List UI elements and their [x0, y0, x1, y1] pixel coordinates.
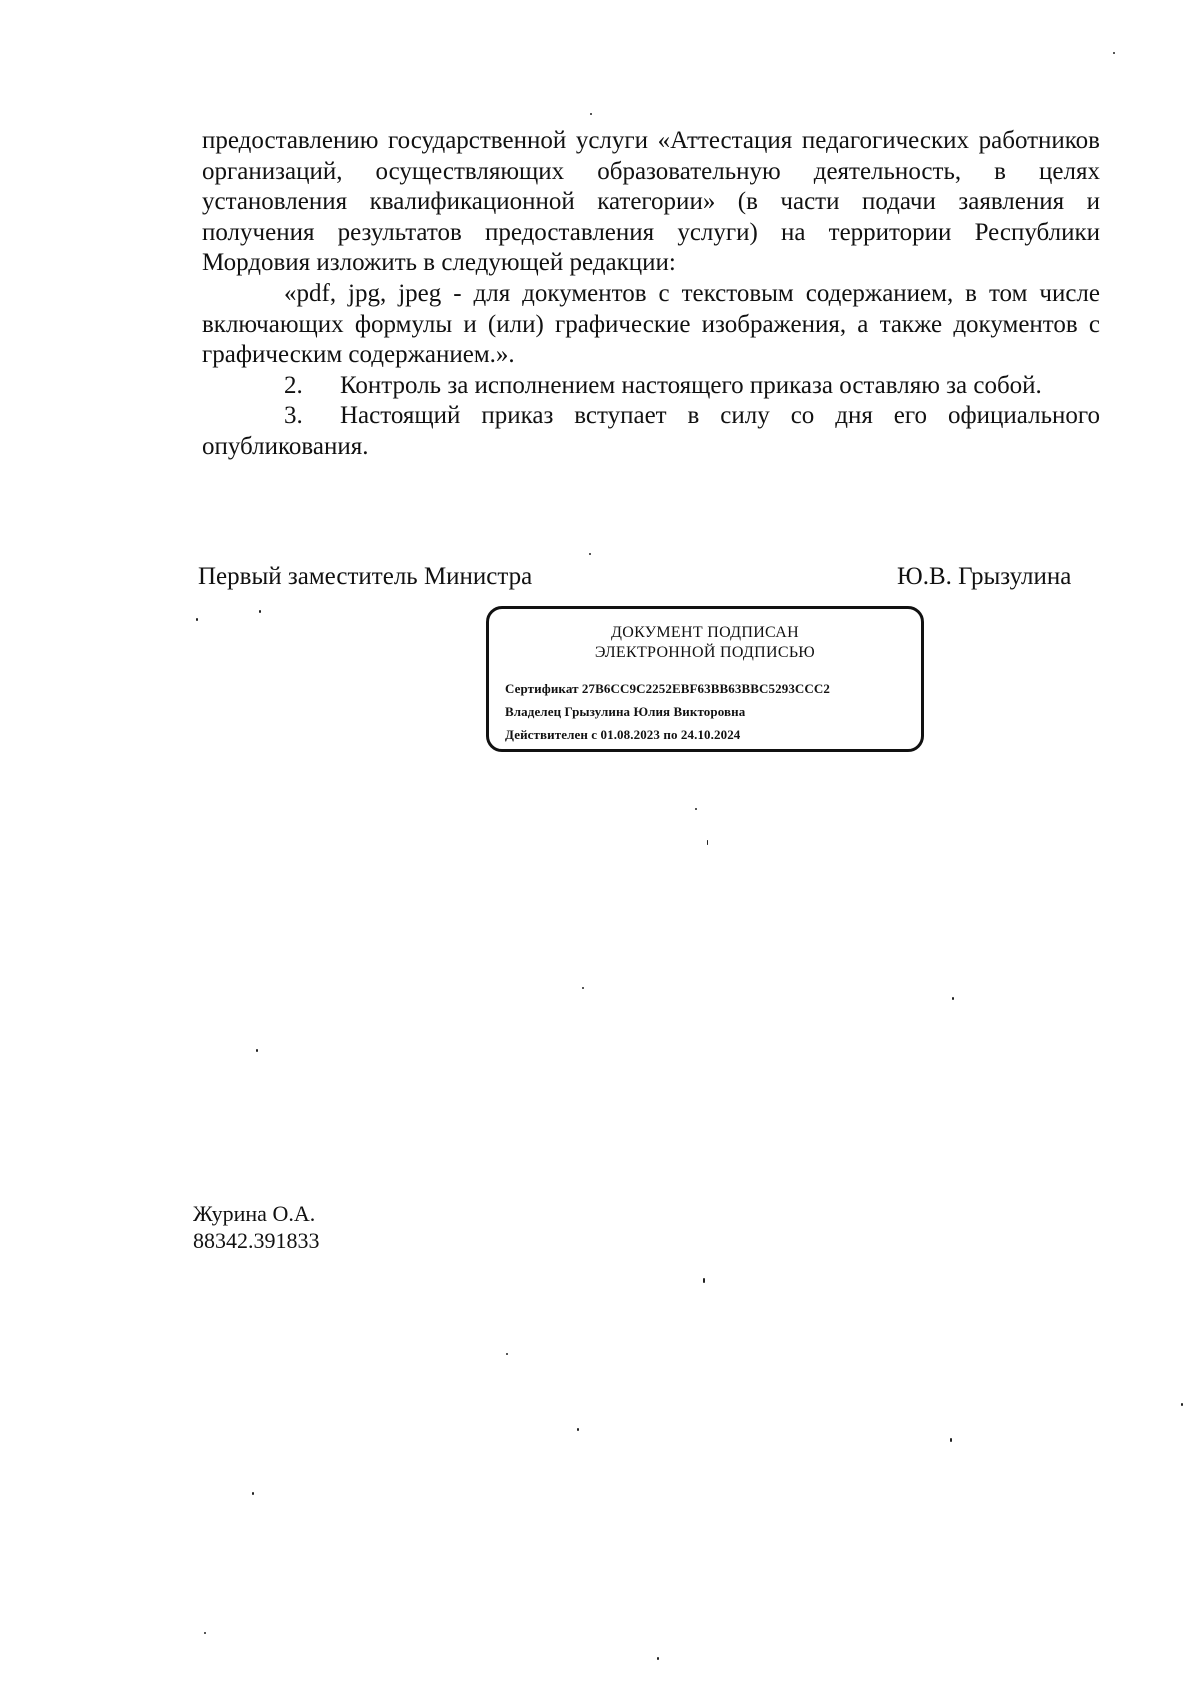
executor-name: Журина О.А. [193, 1201, 316, 1226]
stamp-owner: Владелец Грызулина Юлия Викторовна [505, 704, 746, 719]
signatory-name: Ю.В. Грызулина [897, 563, 1072, 590]
scan-speck [952, 997, 954, 1000]
scan-speck [204, 1632, 206, 1634]
stamp-title [489, 623, 921, 663]
scan-speck [1113, 52, 1115, 54]
paragraph-file-formats: «pdf, jpg, jpeg - для документов с текстовым содержанием, в том числе включающих формулы и (или) графические изображения, а также документов с графическим содержанием.». [202, 280, 1100, 368]
scan-speck [582, 987, 584, 989]
scan-speck [707, 840, 708, 845]
scan-speck [259, 610, 261, 613]
scan-speck [657, 1657, 659, 1660]
stamp-title-line-2: ЭЛЕКТРОННОЙ ПОДПИСЬЮ [594, 644, 816, 661]
item-text: Контроль за исполнением настоящего приказа оставляю за собой. [340, 372, 1042, 399]
executor-phone: 88342.391833 [193, 1228, 320, 1253]
item-text: Настоящий приказ вступает в силу со дня его официального опубликования. [202, 402, 1100, 460]
stamp-certificate: Сертификат 27B6CC9C2252EBF63BB63BBC5293CCC2 [505, 681, 830, 696]
scan-speck [703, 1278, 705, 1283]
scan-speck [252, 1492, 254, 1495]
stamp-validity: Действителен с 01.08.2023 по 24.10.2024 [505, 727, 741, 742]
item-number: 3. [284, 402, 303, 429]
scan-speck [506, 1353, 508, 1355]
electronic-signature-stamp [486, 606, 924, 752]
scan-speck [695, 808, 697, 810]
scan-speck [577, 1428, 579, 1431]
item-number: 2. [284, 372, 303, 399]
scan-speck [1181, 1403, 1183, 1406]
scan-speck [590, 113, 592, 115]
scan-speck [196, 618, 198, 621]
scan-speck [589, 553, 591, 555]
scan-speck [256, 1049, 258, 1052]
paragraph-amendment: предоставлению государственной услуги «Аттестация педагогических работников организаций, осуществляющих образовательную деятельность, в целях установления квалификационной категории» (в части подачи заявления и получения результатов предоставления услуги) на территории Республики Мордовия изложить в следующей редакции: [202, 127, 1100, 276]
scan-speck [950, 1438, 952, 1442]
signatory-role: Первый заместитель Министра [198, 563, 533, 590]
stamp-title-line-1: ДОКУМЕНТ ПОДПИСАН [611, 624, 799, 641]
list-item-control [202, 371, 1100, 402]
list-item-effective [202, 401, 1100, 462]
